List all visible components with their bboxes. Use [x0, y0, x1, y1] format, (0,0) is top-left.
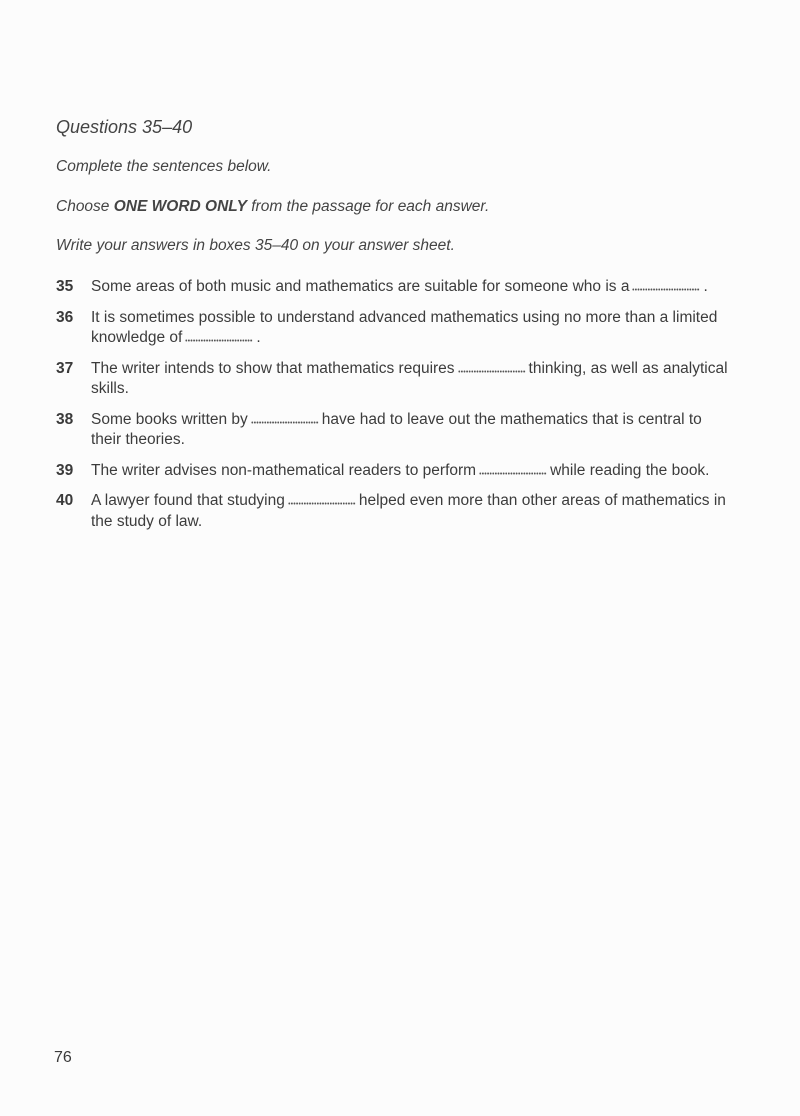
question-text-before: It is sometimes possible to understand advanced mathematics using no more than a limited knowledge of: [91, 308, 718, 346]
question-text-before: The writer advises non-mathematical readers to perform: [91, 461, 477, 479]
instruction-complete-sentences: Complete the sentences below.: [56, 158, 272, 175]
question-text: [91, 461, 736, 482]
question-39: [56, 461, 736, 482]
instruction-word-limit: [56, 198, 489, 216]
answer-blank: [288, 495, 356, 505]
question-text-after: thinking, as well as analytical skills.: [91, 359, 728, 397]
question-number: 39: [56, 461, 74, 479]
question-text-after: while reading the book.: [550, 461, 710, 479]
question-35: [56, 277, 736, 298]
question-number: 35: [56, 278, 74, 295]
question-text-after: .: [256, 329, 261, 346]
question-number: 37: [56, 359, 74, 377]
question-38: [56, 410, 736, 451]
answer-blank: [251, 414, 319, 424]
question-text-before: Some books written by: [91, 410, 248, 428]
page-number: 76: [54, 1049, 72, 1066]
instruction-answer-sheet: Write your answers in boxes 35–40 on your answer sheet.: [56, 237, 455, 254]
question-text: [91, 410, 736, 451]
section-heading: Questions 35–40: [56, 117, 193, 137]
question-number: 36: [56, 308, 74, 326]
answer-blank: [185, 332, 253, 342]
answer-blank: [632, 281, 700, 291]
question-text-before: A lawyer found that studying: [91, 492, 285, 509]
question-text: [91, 359, 736, 400]
question-text: [91, 308, 736, 349]
question-number: 38: [56, 410, 74, 428]
instruction-word-limit-emphasis: ONE WORD ONLY: [113, 198, 247, 215]
question-text-after: helped even more than other areas of mathematics in the study of law.: [91, 492, 726, 530]
question-text-after: have had to leave out the mathematics that is central to their theories.: [91, 410, 702, 448]
question-text-before: The writer intends to show that mathematics requires: [91, 359, 455, 377]
question-37: [56, 359, 736, 400]
question-number: 40: [56, 492, 74, 509]
question-text-after: .: [703, 278, 708, 295]
instruction-word-limit-prefix: Choose: [56, 198, 114, 215]
question-list: [56, 277, 736, 542]
question-text-before: Some areas of both music and mathematics are suitable for someone who is a: [91, 278, 630, 295]
answer-blank: [479, 465, 547, 475]
question-40: [56, 491, 736, 532]
question-text: [91, 277, 736, 298]
answer-blank: [458, 363, 526, 373]
question-text: [91, 491, 736, 532]
instruction-word-limit-suffix: from the passage for each answer.: [246, 198, 490, 215]
question-36: [56, 308, 736, 349]
